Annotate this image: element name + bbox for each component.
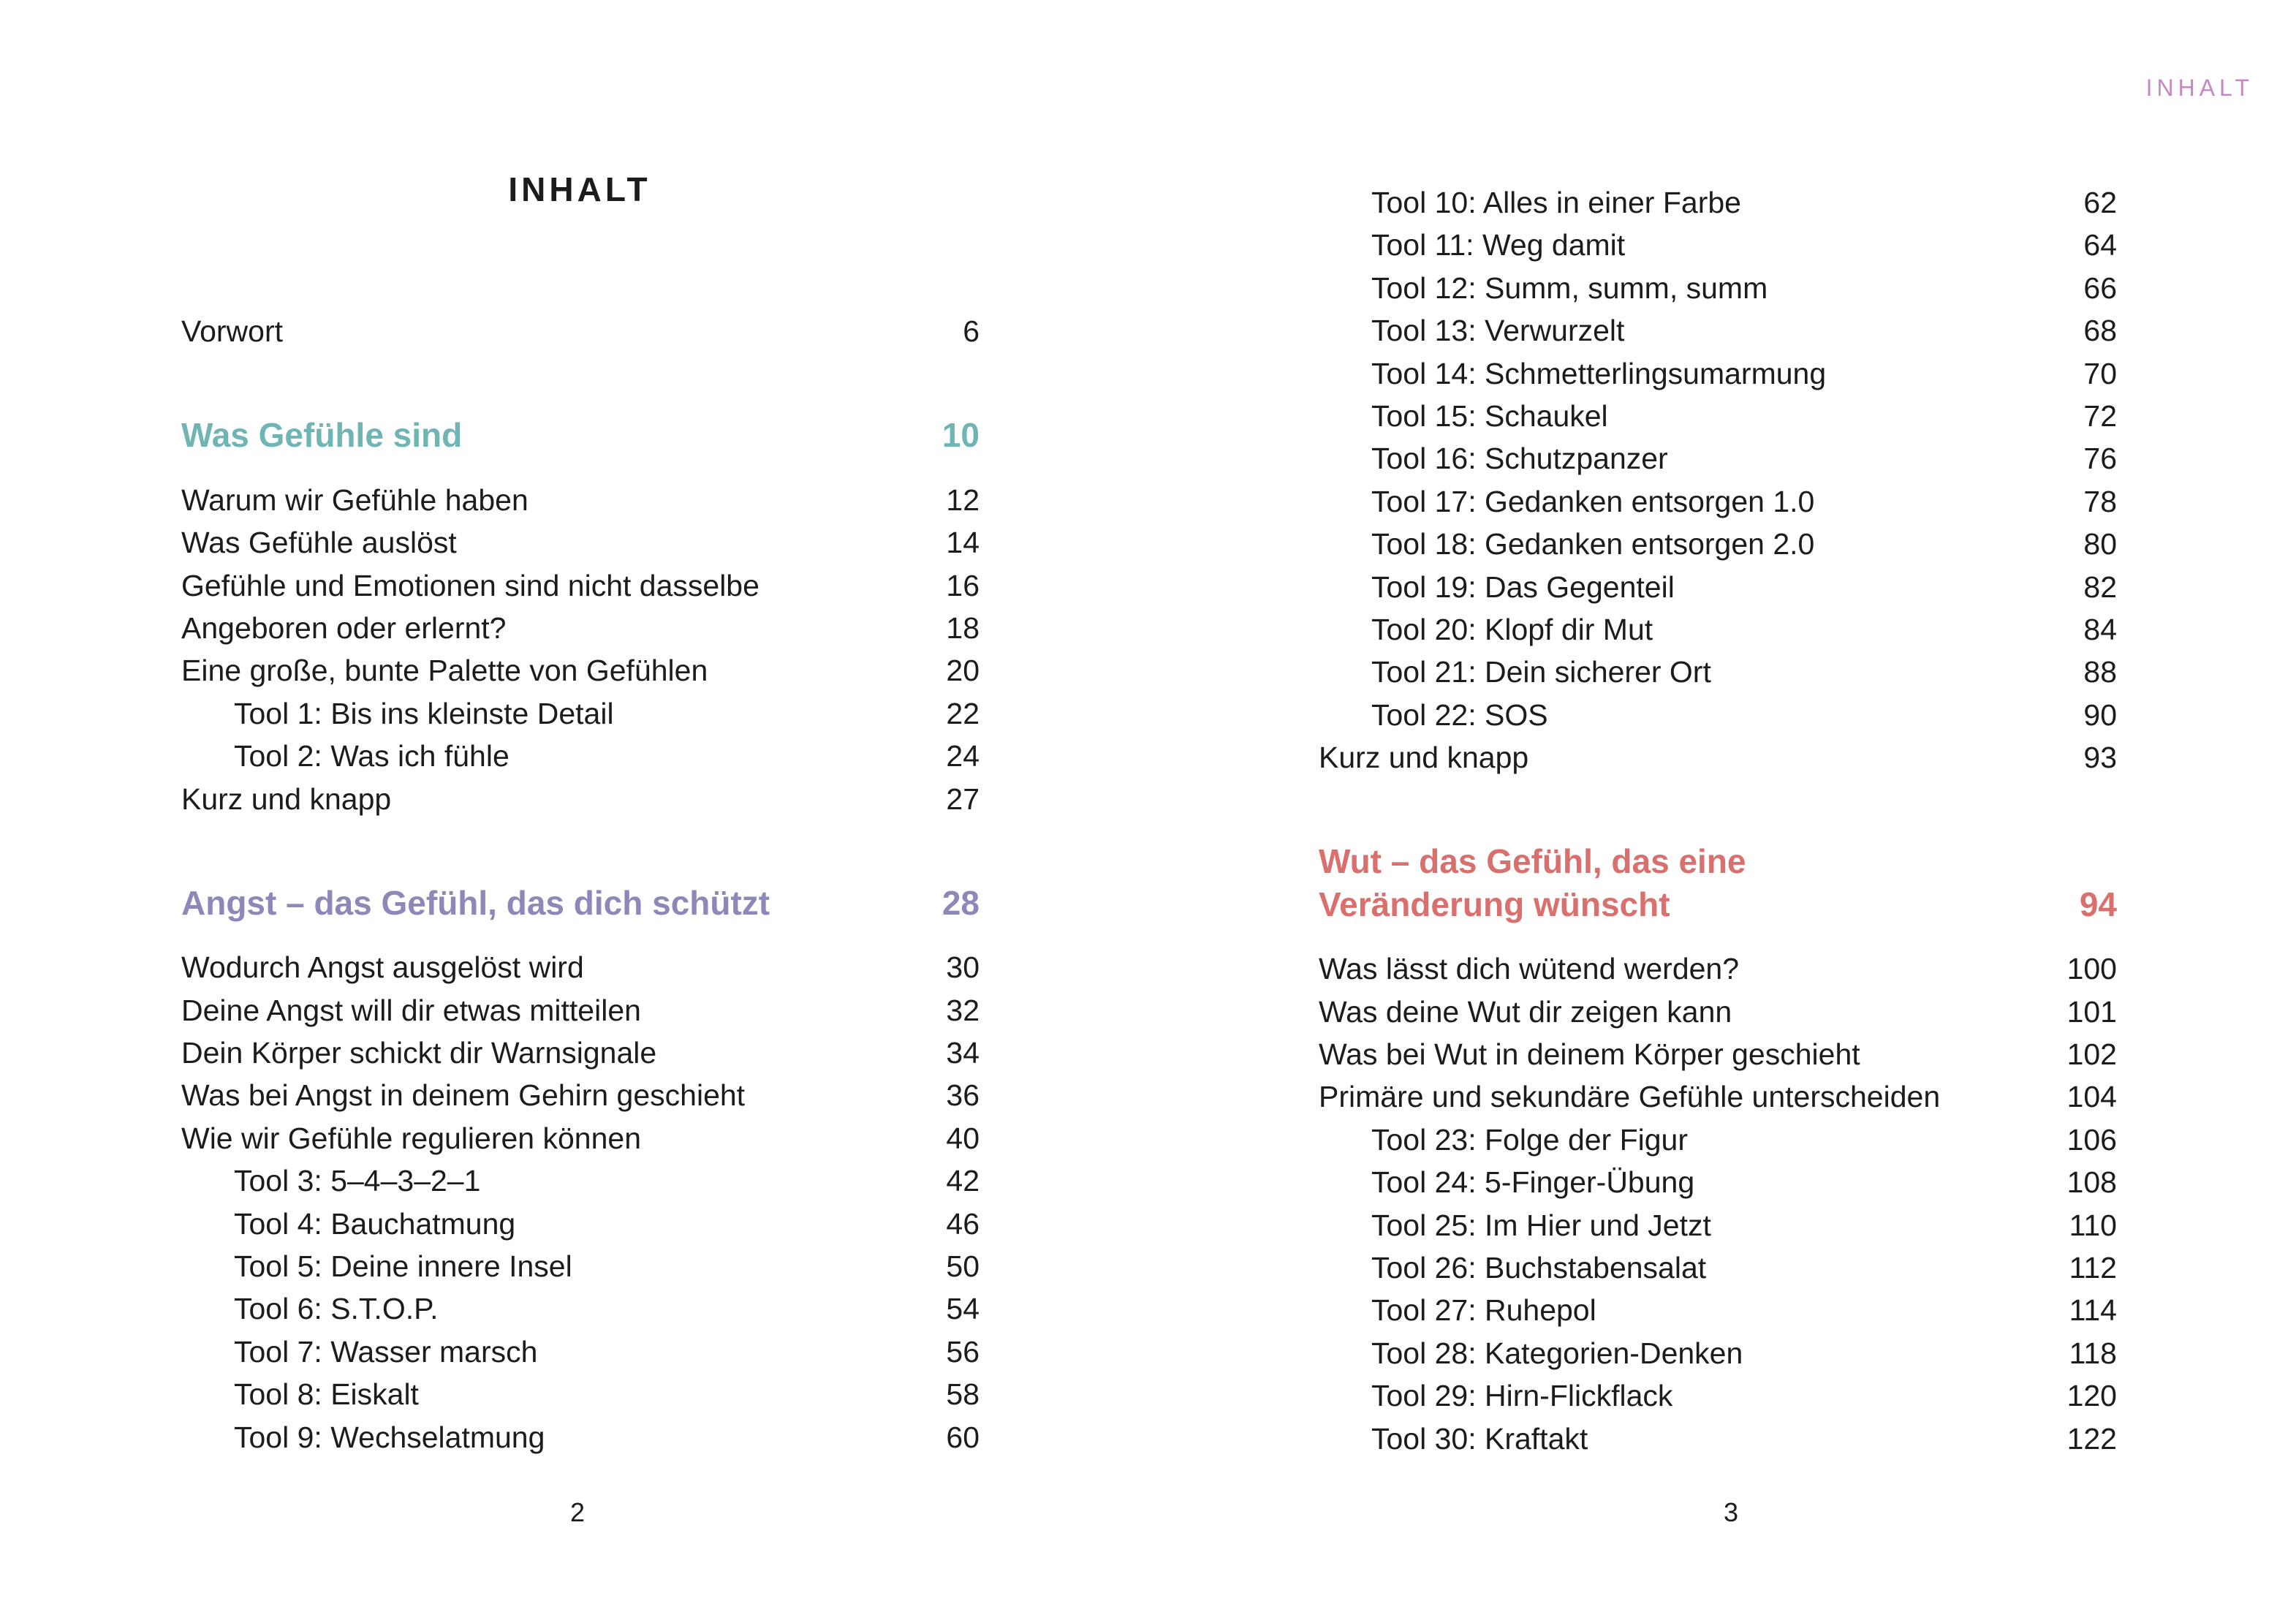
section-heading-fear bbox=[181, 882, 980, 924]
entry-title: Tool 12: Summ, summ, summ bbox=[1371, 270, 1768, 305]
section-heading-anger[interactable] bbox=[1319, 840, 2117, 926]
entry-page: 106 bbox=[2066, 1122, 2117, 1157]
entry-page: 68 bbox=[2083, 314, 2117, 348]
running-head: INHALT bbox=[2145, 75, 2254, 101]
entry-title: Gefühle und Emotionen sind nicht dasselbe bbox=[181, 568, 759, 602]
entry-title: Tool 28: Kategorien-Denken bbox=[1371, 1336, 1743, 1370]
section-heading-feelings bbox=[181, 414, 980, 456]
entry-title: Kurz und knapp bbox=[1319, 741, 1529, 775]
page-number: 2 bbox=[569, 1497, 586, 1527]
toc-entry[interactable] bbox=[181, 479, 980, 521]
toc-tool-entry[interactable] bbox=[1319, 352, 2117, 395]
toc-entry[interactable] bbox=[181, 310, 980, 352]
entry-title: Tool 29: Hirn-Flickflack bbox=[1371, 1379, 1673, 1413]
entry-title: Deine Angst will dir etwas mitteilen bbox=[181, 993, 641, 1027]
entry-title: Tool 22: SOS bbox=[1371, 697, 1548, 732]
entry-page: 20 bbox=[946, 654, 980, 688]
toc-entry[interactable] bbox=[181, 521, 980, 564]
toc-tool-entry[interactable] bbox=[1319, 480, 2117, 523]
entry-title: Primäre und sekundäre Gefühle unterscheiden bbox=[1319, 1080, 1941, 1114]
toc-tool-entry[interactable] bbox=[181, 735, 980, 777]
toc-entry[interactable] bbox=[1319, 736, 2117, 779]
toc-entry[interactable] bbox=[181, 1074, 980, 1116]
toc-tool-entry[interactable] bbox=[1319, 1289, 2117, 1331]
entry-page: 112 bbox=[2069, 1250, 2117, 1285]
toc-tool-entry[interactable] bbox=[1319, 566, 2117, 608]
entry-page: 108 bbox=[2066, 1165, 2117, 1200]
entry-page: 118 bbox=[2069, 1336, 2117, 1370]
toc-tool-entry[interactable] bbox=[1319, 224, 2117, 266]
entry-page: 88 bbox=[2083, 655, 2117, 689]
entry-title: Was bei Wut in deinem Körper geschieht bbox=[1319, 1037, 1860, 1072]
entry-page: 12 bbox=[946, 483, 980, 517]
entry-page: 122 bbox=[2066, 1421, 2117, 1456]
entry-title: Tool 5: Deine innere Insel bbox=[234, 1249, 572, 1284]
toc-entry[interactable] bbox=[181, 564, 980, 607]
toc-tool-entry[interactable] bbox=[181, 1373, 980, 1415]
toc-entry[interactable] bbox=[1319, 1075, 2117, 1118]
entry-page: 80 bbox=[2083, 527, 2117, 561]
section-title: Was Gefühle sind bbox=[181, 416, 463, 455]
entry-title: Tool 23: Folge der Figur bbox=[1371, 1122, 1689, 1157]
toc-entry[interactable] bbox=[181, 607, 980, 649]
toc-tool-entry[interactable] bbox=[1319, 267, 2117, 309]
entry-page: 54 bbox=[946, 1292, 980, 1326]
entry-title: Tool 7: Wasser marsch bbox=[234, 1334, 538, 1369]
toc-entry[interactable] bbox=[1319, 1033, 2117, 1075]
entry-title: Angeboren oder erlernt? bbox=[181, 610, 507, 645]
entry-title: Tool 8: Eiskalt bbox=[234, 1377, 419, 1412]
entry-title: Tool 20: Klopf dir Mut bbox=[1371, 612, 1653, 646]
entry-title: Tool 17: Gedanken entsorgen 1.0 bbox=[1371, 484, 1815, 518]
toc-tool-entry[interactable] bbox=[1319, 1418, 2117, 1460]
entry-title: Eine große, bunte Palette von Gefühlen bbox=[181, 654, 708, 688]
entry-page: 84 bbox=[2083, 612, 2117, 646]
toc-tool-entry[interactable] bbox=[1319, 1119, 2117, 1161]
continued-entries bbox=[1319, 181, 2117, 779]
entry-page: 64 bbox=[2083, 228, 2117, 262]
entry-title: Tool 4: Bauchatmung bbox=[234, 1206, 516, 1241]
section-entries-feelings bbox=[181, 479, 980, 820]
entry-title: Wie wir Gefühle regulieren können bbox=[181, 1121, 641, 1155]
toc-title: INHALT bbox=[508, 170, 651, 208]
entry-title: Was lässt dich wütend werden? bbox=[1319, 952, 1740, 986]
entry-page: 14 bbox=[946, 526, 980, 560]
section-page: 94 bbox=[2079, 885, 2117, 923]
toc-tool-entry[interactable] bbox=[181, 692, 980, 735]
entry-title: Tool 26: Buchstabensalat bbox=[1371, 1250, 1707, 1285]
toc-entry[interactable] bbox=[181, 1032, 980, 1074]
toc-tool-entry[interactable] bbox=[1319, 1246, 2117, 1289]
entry-page: 34 bbox=[946, 1036, 980, 1070]
entry-title: Tool 30: Kraftakt bbox=[1371, 1421, 1588, 1456]
toc-entry[interactable] bbox=[1319, 991, 2117, 1033]
section-heading[interactable] bbox=[181, 882, 980, 924]
entry-page: 24 bbox=[946, 739, 980, 773]
entry-page: 16 bbox=[946, 568, 980, 602]
entry-title: Tool 9: Wechselatmung bbox=[234, 1420, 545, 1454]
entry-title: Tool 11: Weg damit bbox=[1371, 228, 1626, 262]
entry-title: Tool 19: Das Gegenteil bbox=[1371, 570, 1675, 604]
right-page bbox=[1148, 0, 2296, 1623]
toc-entry[interactable] bbox=[181, 649, 980, 692]
entry-page: 114 bbox=[2069, 1293, 2117, 1328]
entry-page: 90 bbox=[2083, 697, 2117, 732]
toc-tool-entry[interactable] bbox=[181, 1331, 980, 1373]
section-page: 28 bbox=[941, 883, 980, 922]
entry-page: 22 bbox=[946, 696, 980, 730]
entry-page: 78 bbox=[2083, 484, 2117, 518]
entry-title: Tool 10: Alles in einer Farbe bbox=[1371, 186, 1741, 219]
entry-page: 18 bbox=[946, 610, 980, 645]
toc-tool-entry[interactable] bbox=[1319, 1161, 2117, 1203]
toc-tool-entry[interactable] bbox=[1319, 395, 2117, 437]
entry-title: Tool 24: 5-Finger-Übung bbox=[1371, 1165, 1695, 1200]
entry-page: 46 bbox=[946, 1206, 980, 1241]
toc-tool-entry[interactable] bbox=[181, 1159, 980, 1202]
section-page: 10 bbox=[941, 416, 980, 455]
entry-title: Was deine Wut dir zeigen kann bbox=[1319, 994, 1732, 1029]
entry-page: 58 bbox=[946, 1377, 980, 1412]
entry-page: 40 bbox=[946, 1121, 980, 1155]
page-number: 3 bbox=[1723, 1497, 1739, 1527]
entry-page: 70 bbox=[2083, 356, 2117, 390]
entry-title: Tool 6: S.T.O.P. bbox=[234, 1292, 439, 1326]
entry-title: Tool 15: Schaukel bbox=[1371, 398, 1608, 433]
toc-tool-entry[interactable] bbox=[181, 1203, 980, 1245]
entry-page: 102 bbox=[2066, 1037, 2117, 1072]
toc-tool-entry[interactable] bbox=[1319, 651, 2117, 693]
entry-title: Tool 3: 5–4–3–2–1 bbox=[234, 1164, 481, 1198]
entry-title: Dein Körper schickt dir Warnsignale bbox=[181, 1036, 657, 1070]
left-toc-column bbox=[181, 310, 980, 1459]
entry-title: Tool 13: Verwurzelt bbox=[1371, 314, 1625, 348]
entry-page: 82 bbox=[2083, 570, 2117, 604]
entry-page: 42 bbox=[946, 1164, 980, 1198]
section-entries-anger bbox=[1319, 947, 2117, 1460]
toc-tool-entry[interactable] bbox=[1319, 1204, 2117, 1246]
toc-entry[interactable] bbox=[181, 778, 980, 820]
entry-title: Vorwort bbox=[181, 314, 283, 348]
entry-page: 110 bbox=[2069, 1208, 2117, 1242]
entry-title: Wodurch Angst ausgelöst wird bbox=[181, 950, 584, 985]
entry-title: Warum wir Gefühle haben bbox=[181, 483, 528, 517]
toc-tool-entry[interactable] bbox=[181, 1416, 980, 1459]
toc-entry[interactable] bbox=[181, 989, 980, 1032]
entry-page: 72 bbox=[2083, 398, 2117, 433]
toc-tool-entry[interactable] bbox=[1319, 309, 2117, 352]
section-heading[interactable] bbox=[181, 414, 980, 456]
toc-tool-entry[interactable] bbox=[1319, 1374, 2117, 1417]
toc-tool-entry[interactable] bbox=[1319, 523, 2117, 565]
toc-entry[interactable] bbox=[181, 946, 980, 988]
entry-page: 62 bbox=[2083, 186, 2117, 219]
entry-page: 100 bbox=[2066, 952, 2117, 986]
entry-title: Tool 2: Was ich fühle bbox=[234, 739, 509, 773]
toc-tool-entry[interactable] bbox=[181, 1245, 980, 1287]
entry-title: Tool 16: Schutzpanzer bbox=[1371, 442, 1668, 476]
entry-page: 101 bbox=[2066, 994, 2117, 1029]
entry-page: 36 bbox=[946, 1078, 980, 1113]
entry-page: 50 bbox=[946, 1249, 980, 1284]
entry-page: 93 bbox=[2083, 741, 2117, 775]
entry-title: Tool 14: Schmetterlingsumarmung bbox=[1371, 356, 1827, 390]
section-title-line2: Veränderung wünscht bbox=[1319, 885, 1670, 923]
toc-tool-entry[interactable] bbox=[1319, 181, 2117, 224]
section-heading bbox=[1319, 883, 2117, 926]
toc-tool-entry[interactable] bbox=[1319, 1332, 2117, 1374]
toc-tool-entry[interactable] bbox=[181, 1287, 980, 1330]
section-title-line1: Wut – das Gefühl, das eine bbox=[1319, 842, 1746, 881]
section-title: Angst – das Gefühl, das dich schützt bbox=[181, 883, 770, 922]
top-entries bbox=[181, 310, 980, 352]
section-entries-fear bbox=[181, 946, 980, 1459]
entry-page: 56 bbox=[946, 1334, 980, 1369]
entry-page: 32 bbox=[946, 993, 980, 1027]
entry-page: 30 bbox=[946, 950, 980, 985]
entry-title: Tool 25: Im Hier und Jetzt bbox=[1371, 1208, 1711, 1242]
toc-tool-entry[interactable] bbox=[1319, 437, 2117, 480]
toc-entry[interactable] bbox=[181, 1117, 980, 1159]
entry-title: Tool 1: Bis ins kleinste Detail bbox=[234, 696, 614, 730]
entry-title: Was bei Angst in deinem Gehirn geschieht bbox=[181, 1078, 746, 1113]
entry-page: 120 bbox=[2066, 1379, 2117, 1413]
entry-page: 6 bbox=[963, 314, 980, 348]
entry-title: Kurz und knapp bbox=[181, 782, 392, 816]
toc-entry[interactable] bbox=[1319, 947, 2117, 990]
entry-page: 76 bbox=[2083, 442, 2117, 476]
toc-tool-entry[interactable] bbox=[1319, 694, 2117, 736]
entry-title: Was Gefühle auslöst bbox=[181, 526, 457, 560]
entry-page: 66 bbox=[2083, 270, 2117, 305]
entry-page: 60 bbox=[946, 1420, 980, 1454]
entry-page: 27 bbox=[946, 782, 980, 816]
toc-tool-entry[interactable] bbox=[1319, 608, 2117, 651]
entry-page: 104 bbox=[2066, 1080, 2117, 1114]
right-toc-column bbox=[1319, 181, 2117, 1460]
entry-title: Tool 21: Dein sicherer Ort bbox=[1371, 655, 1711, 689]
entry-title: Tool 18: Gedanken entsorgen 2.0 bbox=[1371, 527, 1815, 561]
entry-title: Tool 27: Ruhepol bbox=[1371, 1293, 1596, 1328]
